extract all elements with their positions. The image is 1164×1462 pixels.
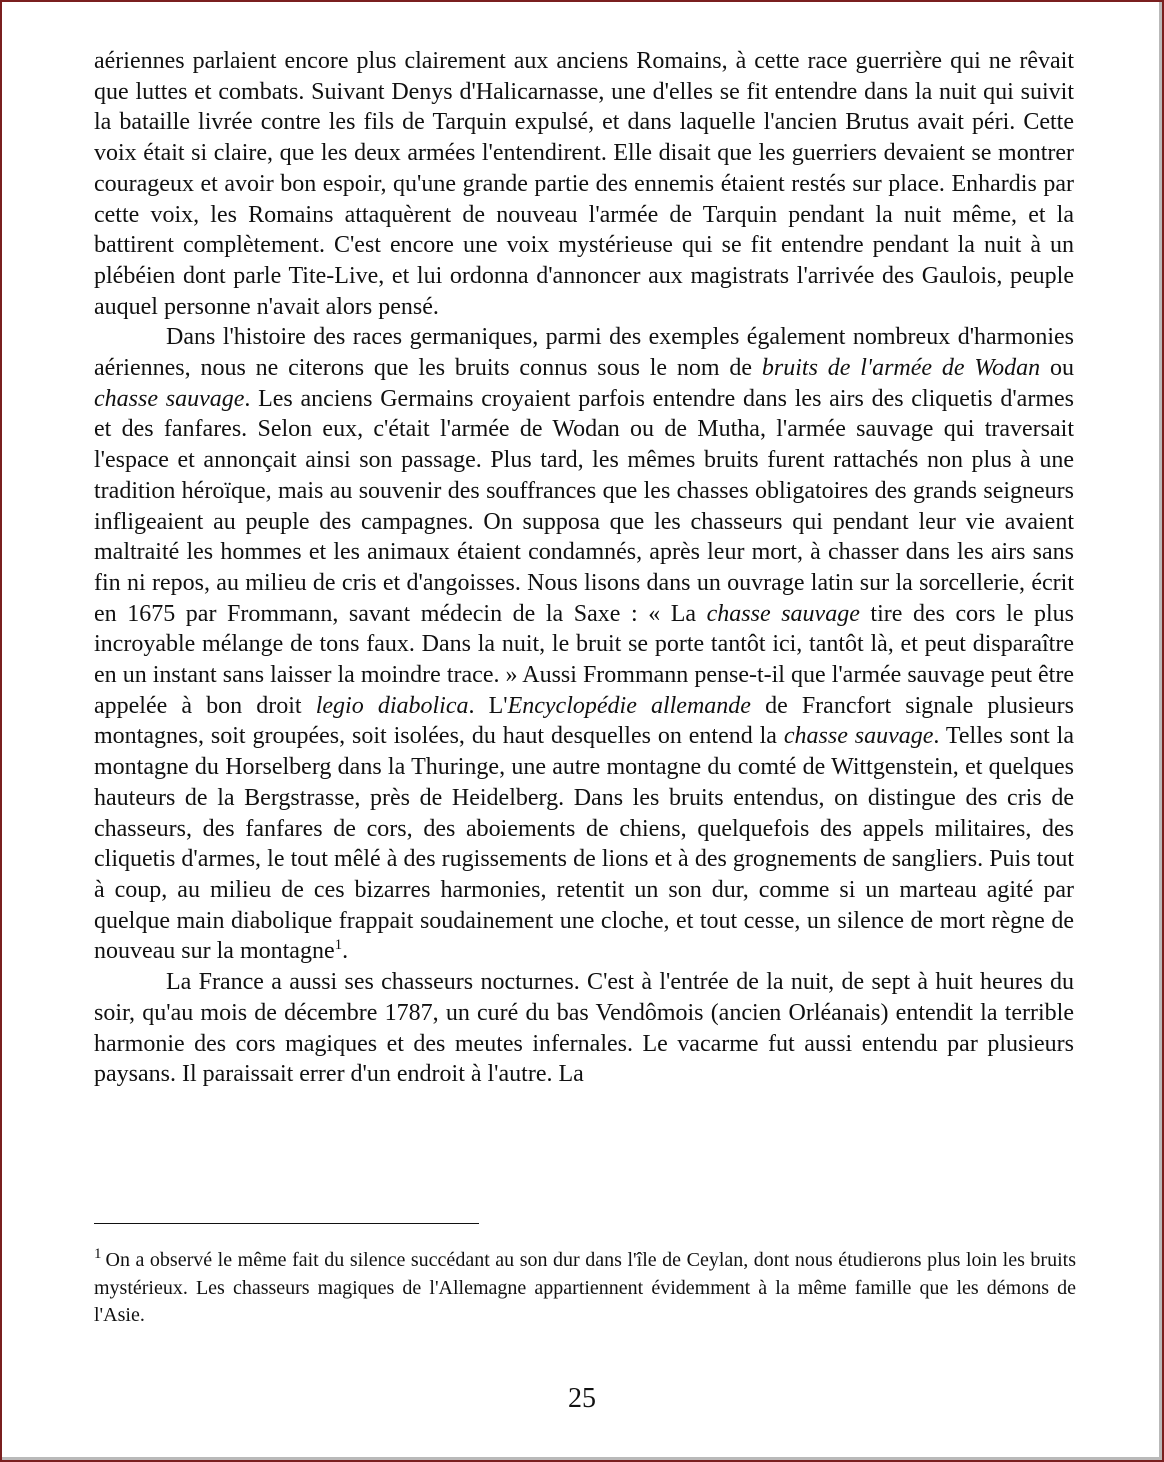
paragraph-2 — [94, 322, 1074, 967]
italic-phrase: Encyclopédie allemande — [507, 692, 751, 719]
footnote-text: On a observé le même fait du silence succédant au son dur dans l'île de Ceylan, dont nous étudierons plus loin les bruits mystérieux. Les chasseurs magiques de l'Allemagne appartiennent évidemment à la même famille que les démons de l'Asie. — [94, 1249, 1076, 1326]
italic-phrase: chasse sauvage — [783, 723, 934, 750]
text-run: . Telles sont la montagne du Horselberg dans la Thuringe, une autre montagne du comté de Wittgenstein, et quelques hauteurs de la Bergstrasse, près de Heidelberg. Dans les bruits entendus, on distingue des cris de chasseurs, des fanfares de cors, des aboiements de chiens, quelquefois des appels militaires, des cliquetis d'armes, le tout mêlé à des rugissements de lions et à des grognements de sangliers. Puis tout à coup, au milieu de ces bizarres harmonies, retentit un son dur, comme si un marteau agité par quelque main diabolique frappait soudainement une cloche, et tout cesse, un silence de mort règne de nouveau sur la montagne — [94, 723, 1075, 965]
page-body — [94, 46, 1074, 1090]
footnote-separator — [94, 1223, 479, 1224]
footnote-marker: 1 — [94, 1246, 102, 1262]
italic-phrase: chasse sauvage — [94, 385, 245, 412]
paragraph-3 — [94, 967, 1074, 1090]
paragraph-1 — [94, 46, 1074, 322]
italic-phrase: chasse sauvage — [706, 600, 860, 627]
text-run: La France a aussi ses chasseurs nocturnes. C'est à l'entrée de la nuit, de sept à huit heures du soir, qu'au mois de décembre 1787, un curé du bas Vendômois (ancien Orléanais) entendit la terrible harmonie des cors magiques et des meutes infernales. Le vacarme fut aussi entendu par plusieurs paysans. Il paraissait errer d'un endroit à l'autre. La — [94, 969, 1074, 1088]
text-run: ou — [1040, 355, 1075, 382]
footnote-reference: 1 — [334, 937, 343, 954]
italic-phrase: legio diabolica — [315, 692, 469, 719]
text-run: . L' — [468, 692, 508, 719]
page-number: 25 — [568, 1383, 596, 1414]
italic-phrase: bruits de l'armée de Wodan — [761, 355, 1041, 382]
text-run: Dans l'histoire des races germaniques, parmi des exemples également nombreux d'harmonies aériennes, nous ne citerons que les bruits connus sous le nom de — [94, 324, 1074, 382]
text-run: . Les anciens Germains croyaient parfois entendre dans les airs des cliquetis d'armes et des fanfares. Selon eux, c'était l'armée de Wodan ou de Mutha, l'armée sauvage qui traversait l'espace et annonçait ainsi son passage. Plus tard, les mêmes bruits furent rattachés non plus à une tradition héroïque, mais au souvenir des souffrances que les chasses obligatoires des grands seigneurs infligeaient au peuple des campagnes. On supposa que les chasseurs qui pendant leur vie avaient maltraité les hommes et les animaux étaient condamnés, après leur mort, à chasser dans les airs sans fin ni repos, au milieu de cris et d'angoisses. Nous lisons dans un ouvrage latin sur la sorcellerie, écrit en 1675 par Frommann, savant médecin de la Saxe : « La — [94, 385, 1074, 627]
footnote — [94, 1247, 1076, 1330]
text-run: aériennes parlaient encore plus clairement aux anciens Romains, à cette race guerrière qui ne rêvait que luttes et combats. Suivant Denys d'Halicarnasse, une d'elles se fit entendre dans la nuit qui suivit la bataille livrée contre les fils de Tarquin expulsé, et dans laquelle l'ancien Brutus avait péri. Cette voix était si claire, que les deux armées l'entendirent. Elle disait que les guerriers devaient se montrer courageux et avoir bon espoir, qu'une grande partie des ennemis étaient restés sur place. Enhardis par cette voix, les Romains attaquèrent de nouveau l'armée de Tarquin pendant la nuit même, et la battirent complètement. C'est encore une voix mystérieuse qui se fit entendre pendant la nuit à un plébéien dont parle Tite-Live, et lui ordonna d'annoncer aux magistrats l'arrivée des Gaulois, peuple auquel personne n'avait alors pensé. — [94, 48, 1074, 320]
text-run: de Francfort signale plusieurs montagnes, soit groupées, soit isolées, du haut desquelles on entend la — [94, 692, 1075, 750]
text-run: . — [342, 938, 349, 965]
text-run: tire des cors le plus incroyable mélange de tons faux. Dans la nuit, le bruit se porte tantôt ici, tantôt là, et peut disparaître en un instant sans laisser la moindre trace. » Aussi Frommann pense-t-il que l'armée sauvage peut être appelée à bon droit — [94, 600, 1074, 719]
